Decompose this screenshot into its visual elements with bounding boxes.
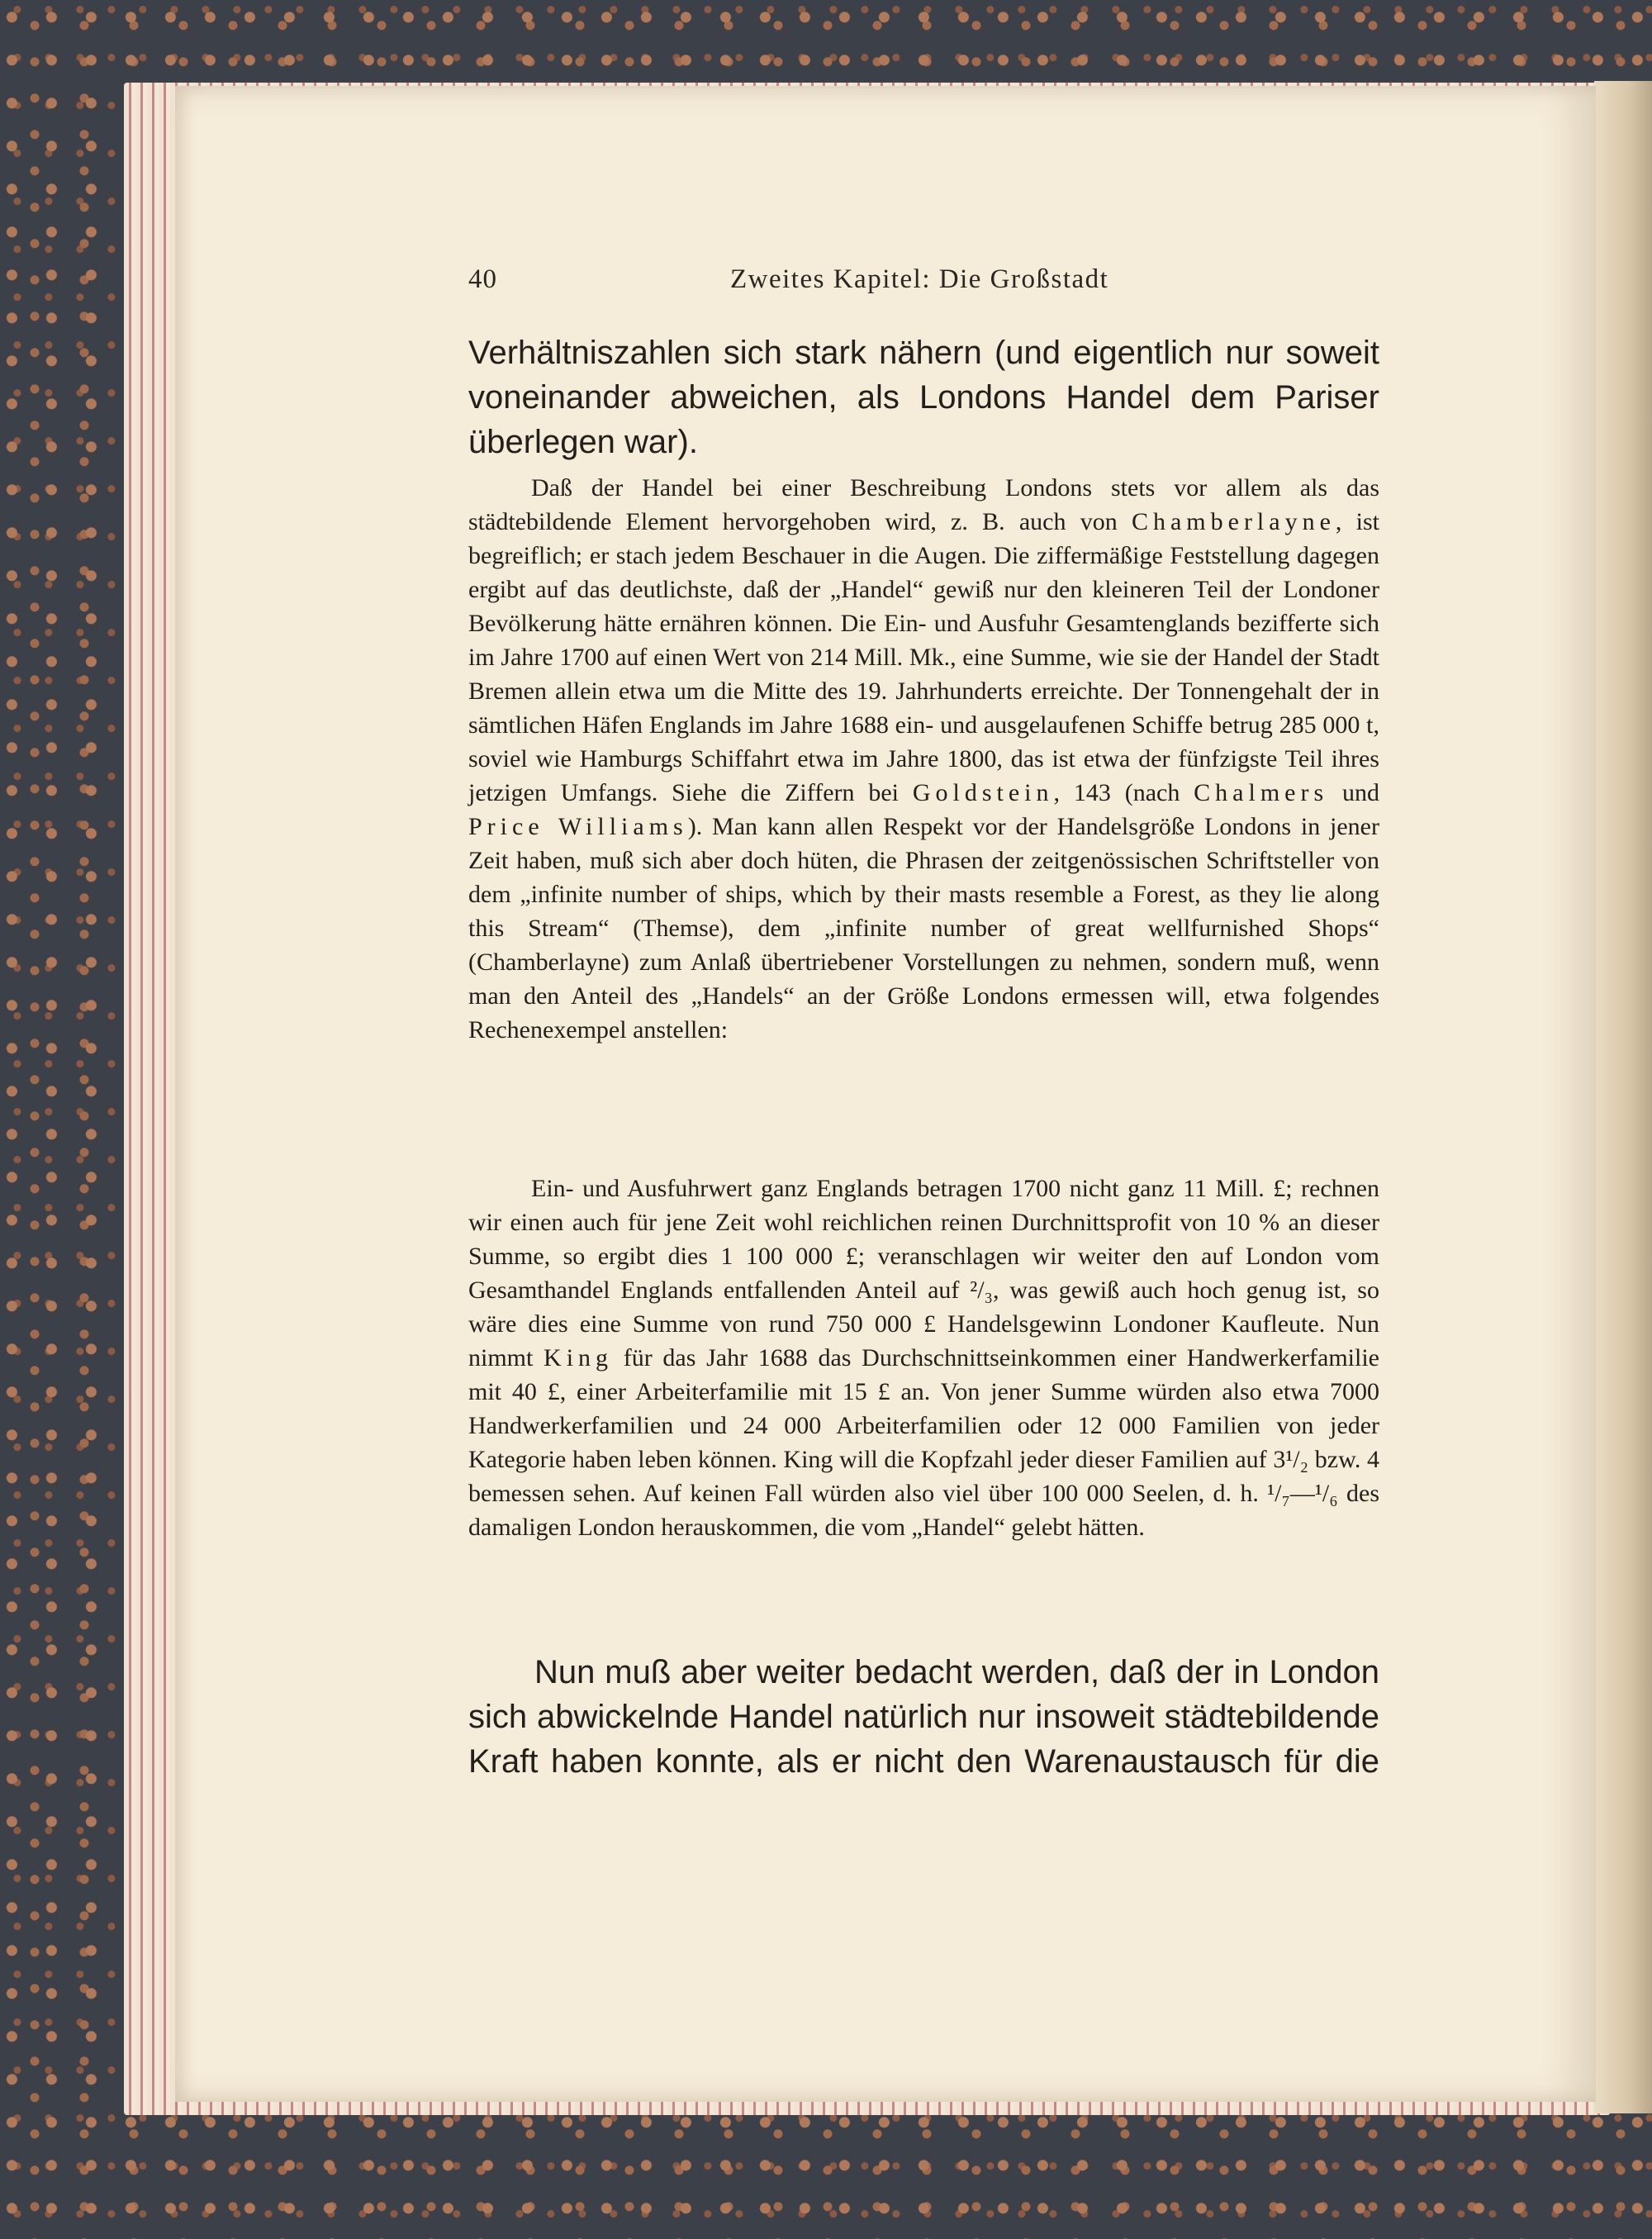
paragraph-1-text: Verhältniszahlen sich stark nähern (und eigentlich nur soweit voneinander abweichen, als Londons Handel dem Pariser überlegen war). [468,335,1379,460]
spaced-name: Goldstein [912,779,1054,806]
paragraph-3 [468,1172,1379,1544]
paragraph-4 [468,1650,1379,1784]
running-title: Zweites Kapitel: Die Großstadt [730,264,1109,294]
text-run: Ein- und Ausfuhrwert ganz Englands betragen 1700 nicht ganz 11 Mill. £; rechnen wir einen auch für jene Zeit wohl reichlichen reinen Durchnittsprofit von 10 % an dieser Summe, so ergibt dies 1 100 000 £; veranschlagen wir weiter den auf London vom Gesamthandel Englands entfallenden Anteil auf ²/₃, was gewiß auch hoch genug ist, so wäre dies eine Summe von rund 750 000 £ Handelsgewinn Londoner Kaufleute. Nun nimmt [468,1175,1379,1371]
paragraph-2 [468,471,1379,1047]
spaced-name: Chalmers [1194,779,1329,806]
text-run: für das Jahr 1688 das Durchschnittseinkommen einer Handwerkerfamilie mit 40 £, einer Arbeiterfamilie mit 15 £ an. Von jener Summe würden also etwa 7000 Handwerkerfamilien und 24 000 Arbeiterfamilien oder 12 000 Familien von jeder Kategorie haben leben können. King will die Kopfzahl jeder dieser Familien auf 3¹/₂ bzw. 4 bemessen sehen. Auf keinen Fall würden also viel über 100 000 Seelen, d. h. ¹/₇—¹/₆ des damaligen London herauskommen, die vom „Handel“ gelebt hätten. [468,1344,1379,1541]
page-number: 40 [468,264,497,294]
text-run: ). Man kann allen Respekt vor der Handelsgröße Londons in jener Zeit haben, muß sich aber doch hüten, die Phrasen der zeitgenössischen Schriftsteller von dem „infinite number of ships, which by their masts resemble a Forest, as they lie along this Stream“ (Themse), dem „infinite number of great wellfurnished Shops“ (Chamberlayne) zum Anlaß übertriebener Vorstellungen zu nehmen, sondern muß, wenn man den Anteil des „Handels“ an der Größe Londons ermessen will, etwa folgendes Rechenexempel anstellen: [468,813,1379,1043]
facing-page-edge [1594,81,1652,2113]
spaced-name: Price Williams [468,813,688,840]
text-run: , 143 (nach [1053,779,1194,806]
paragraph-4-text: Nun muß aber weiter bedacht werden, daß der in London sich abwickelnde Handel natürlich nur insoweit städtebildende Kraft haben konnte, als er nicht den Warenaustausch für die [468,1654,1379,1780]
text-run: Daß der Handel bei einer Beschreibung Londons stets vor allem als das städtebildende Element hervorgehoben wird, z. B. auch von [468,474,1379,535]
spaced-name: Chamberlayne [1131,508,1336,535]
paragraph-2-text [468,471,1379,1047]
text-run: , ist begreiflich; er stach jedem Beschauer in die Augen. Die ziffermäßige Feststellung dagegen ergibt auf das deutlichste, daß der „Handel“ gewiß nur den kleineren Teil der Londoner Bevölkerung hätte ernähren können. Die Ein- und Ausfuhr Gesamtenglands bezifferte sich im Jahre 1700 auf einen Wert von 214 Mill. Mk., eine Summe, wie sie der Handel der Stadt Bremen allein etwa um die Mitte des 19. Jahrhunderts erreichte. Der Tonnengehalt der in sämtlichen Häfen Englands im Jahre 1688 ein- und ausgelaufenen Schiffe betrug 285 000 t, soviel wie Hamburgs Schiffahrt etwa im Jahre 1800, das ist etwa der fünfzigste Teil ihres jetzigen Umfangs. Siehe die Ziffern bei [468,508,1379,806]
paragraph-1 [468,330,1379,464]
spaced-name: King [544,1344,614,1371]
paragraph-3-text [468,1172,1379,1544]
text-run: und [1328,779,1379,806]
